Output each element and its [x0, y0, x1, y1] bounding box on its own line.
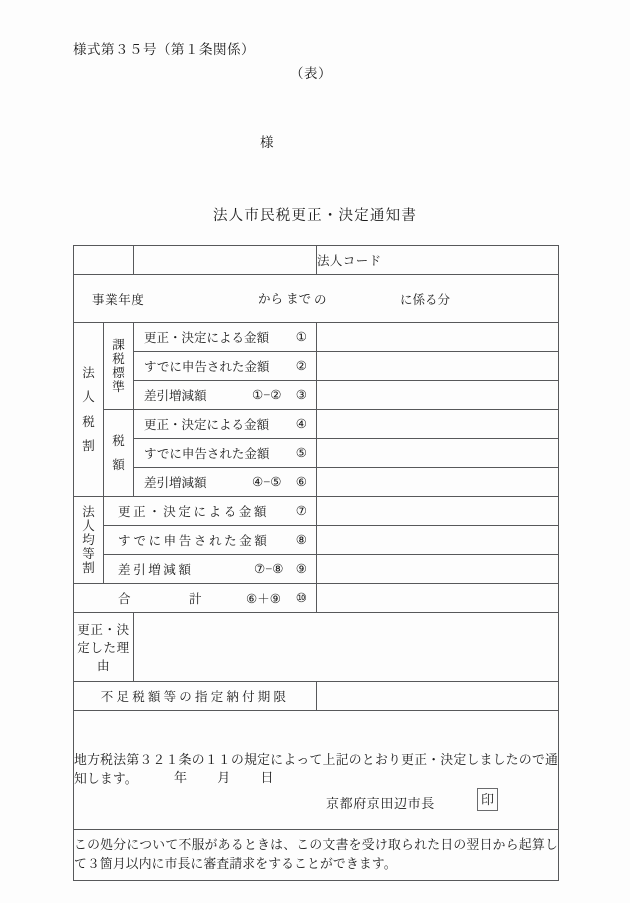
- payment-deadline-label: 不足税額等の指定納付期限: [74, 682, 317, 711]
- fiscal-year-no: の: [314, 292, 327, 307]
- amount-field-3[interactable]: [317, 381, 559, 410]
- tax-base-label-char: 税: [112, 352, 125, 366]
- tax-amount-label-char: 税: [112, 433, 125, 448]
- amount-field-8[interactable]: [317, 526, 559, 555]
- row-label-8: [104, 526, 317, 555]
- fiscal-year-label: 事業年度: [92, 292, 145, 307]
- fiscal-year-row: [74, 275, 559, 323]
- row-label-2: [134, 352, 317, 381]
- table-row: [74, 352, 559, 381]
- row-label-6: [134, 468, 317, 497]
- table-row: [74, 497, 559, 526]
- tax-base-label-char: 課: [112, 338, 125, 352]
- corporate-tax-label: [74, 323, 104, 497]
- corporate-tax-label-char: 人: [82, 390, 95, 405]
- per-capita-label-char: 人: [82, 519, 95, 533]
- amount-field-7[interactable]: [317, 497, 559, 526]
- row-label-text: すでに申告された金額: [118, 534, 270, 548]
- reason-row: [74, 613, 559, 682]
- seal-icon: 印: [477, 788, 498, 811]
- table-row: [74, 526, 559, 555]
- table-row: [74, 410, 559, 439]
- corporate-tax-label-char: 法: [82, 365, 95, 380]
- row-number: ③: [295, 388, 307, 402]
- per-capita-label-char: 法: [82, 505, 95, 519]
- row-number: ⑧: [295, 533, 307, 547]
- amount-field-4[interactable]: [317, 410, 559, 439]
- row-label-9: [104, 555, 317, 584]
- appeal-row: [74, 830, 559, 881]
- row-label-text: 差引増減額: [118, 563, 194, 577]
- amount-field-2[interactable]: [317, 352, 559, 381]
- amount-field-1[interactable]: [317, 323, 559, 352]
- notice-cell: [74, 711, 559, 830]
- total-label-2: 計: [189, 592, 202, 606]
- row-label-7: [104, 497, 317, 526]
- row-number: ⑦: [295, 504, 307, 518]
- amount-field-total[interactable]: [317, 584, 559, 613]
- date-month-label: 月: [217, 770, 231, 785]
- row-formula: ⑦−⑧: [254, 562, 284, 576]
- amount-field-9[interactable]: [317, 555, 559, 584]
- side-mark: （表）: [290, 66, 332, 81]
- row-label-text: 更正・決定による金額: [118, 505, 270, 519]
- appeal-cell: [74, 830, 559, 881]
- table-row: [74, 468, 559, 497]
- row-formula: ④−⑤: [252, 475, 282, 489]
- corporate-tax-label-char: 税: [82, 414, 95, 429]
- header-blank-left: [74, 246, 134, 275]
- per-capita-label-char: 割: [82, 561, 95, 575]
- per-capita-label-char: 均: [82, 533, 95, 547]
- tax-base-label-char: 準: [112, 380, 125, 394]
- tax-amount-label: [104, 410, 134, 497]
- amount-field-6[interactable]: [317, 468, 559, 497]
- row-label-1: [134, 323, 317, 352]
- fiscal-year-to: まで: [286, 291, 312, 306]
- row-number: ④: [295, 417, 307, 431]
- row-number: ①: [295, 330, 307, 344]
- date-year-label: 年: [174, 770, 188, 785]
- fiscal-year-from: から: [258, 291, 284, 306]
- total-label-1: 合: [118, 592, 131, 606]
- notice-row: [74, 711, 559, 830]
- fiscal-year-range: [258, 289, 311, 307]
- row-label-3: [134, 381, 317, 410]
- notice-body: 地方税法第３２１条の１１の規定によって上記のとおり更正・決定しましたので通知します。: [74, 752, 558, 786]
- row-number: ⑨: [295, 562, 307, 576]
- row-label-5: [134, 439, 317, 468]
- form-number: 様式第３５号（第１条関係）: [73, 42, 255, 57]
- table-header-row: [74, 246, 559, 275]
- date-day-label: 日: [260, 770, 275, 785]
- row-number: ⑥: [295, 475, 307, 489]
- corporate-code-label: 法人コード: [317, 246, 559, 275]
- amount-field-5[interactable]: [317, 439, 559, 468]
- row-label-text: 更正・決定による金額: [144, 331, 270, 345]
- total-row: [74, 584, 559, 613]
- row-label-text: 差引増減額: [144, 389, 207, 403]
- table-row: [74, 555, 559, 584]
- deadline-row: [74, 682, 559, 711]
- fiscal-year-cell[interactable]: [74, 275, 559, 323]
- per-capita-label: [74, 497, 104, 584]
- payment-deadline-input[interactable]: [317, 682, 559, 711]
- total-formula: ⑥＋⑨: [246, 592, 281, 606]
- table-row: [74, 381, 559, 410]
- reason-input[interactable]: [134, 613, 559, 682]
- fiscal-year-tail: に係る分: [400, 292, 451, 307]
- date-line[interactable]: [174, 767, 274, 786]
- row-label-text: 更正・決定による金額: [144, 418, 270, 432]
- row-formula: ①−②: [252, 388, 282, 402]
- total-number: ⑩: [295, 591, 307, 605]
- row-number: ②: [295, 359, 307, 373]
- tax-amount-label-char: 額: [112, 458, 125, 472]
- row-number: ⑤: [295, 446, 307, 460]
- row-label-4: [134, 410, 317, 439]
- table-row: [74, 323, 559, 352]
- tax-base-label-char: 標: [112, 366, 125, 380]
- reason-label: 更正・決定した理由: [74, 613, 134, 682]
- notification-table: [73, 245, 559, 881]
- page-title: 法人市民税更正・決定通知書: [212, 208, 418, 224]
- signer-name: 京都府京田辺市長: [326, 796, 435, 811]
- total-label-cell: [74, 584, 317, 613]
- corporate-tax-label-char: 割: [82, 438, 95, 453]
- row-label-text: 差引増減額: [144, 476, 207, 490]
- row-label-text: すでに申告された金額: [144, 447, 270, 461]
- tax-base-label: [104, 323, 134, 410]
- per-capita-label-char: 等: [82, 547, 95, 561]
- table-row: [74, 439, 559, 468]
- header-blank-mid[interactable]: [134, 246, 317, 275]
- appeal-body: この処分について不服があるときは、この文書を受け取られた日の翌日から起算して３箇月以内に市長に審査請求をすることができます。: [74, 837, 558, 871]
- row-label-text: すでに申告された金額: [144, 360, 270, 374]
- addressee-honorific: 様: [260, 135, 274, 150]
